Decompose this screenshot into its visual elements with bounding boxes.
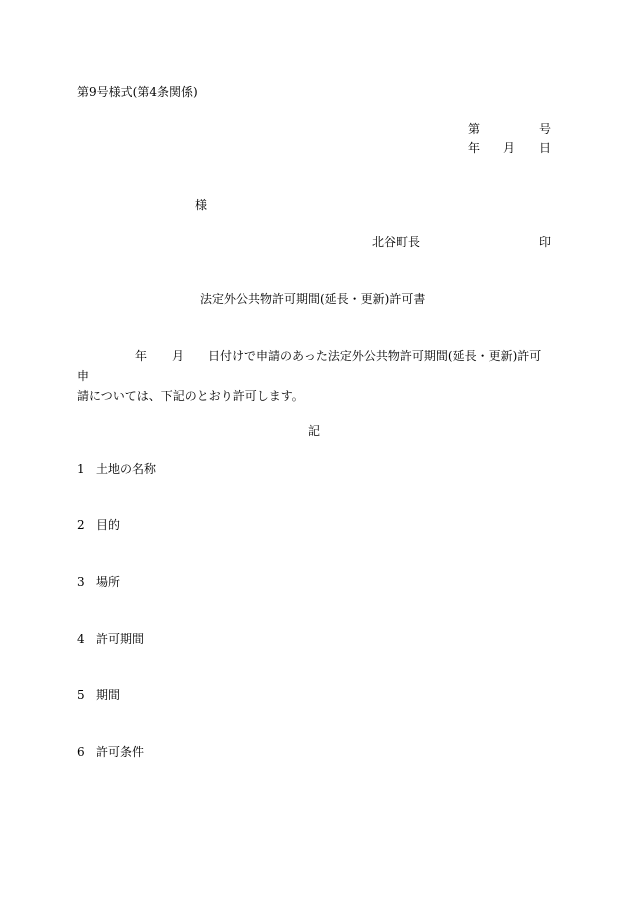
item-label: 許可条件 xyxy=(96,745,145,759)
seal-mark: 印 xyxy=(539,235,552,249)
issuer-title: 北谷町長 xyxy=(372,235,421,249)
item-number: 6 xyxy=(77,745,85,759)
body-paragraph xyxy=(77,346,551,406)
date-day: 日 xyxy=(539,141,552,155)
item-number: 3 xyxy=(77,575,85,589)
item-label: 期間 xyxy=(96,688,121,702)
body-year: 年 xyxy=(135,349,148,363)
doc-number-prefix: 第 xyxy=(468,122,481,136)
body-line-2: 請については、下記のとおり許可します。 xyxy=(77,389,304,403)
item-number: 2 xyxy=(77,518,85,532)
date-year: 年 xyxy=(468,141,481,155)
item-number: 4 xyxy=(77,632,85,646)
list-item xyxy=(77,463,156,475)
doc-number-suffix: 号 xyxy=(539,122,552,136)
item-label: 目的 xyxy=(96,518,121,532)
item-label: 土地の名称 xyxy=(96,462,157,476)
body-line-1 xyxy=(77,346,551,386)
list-item xyxy=(77,689,120,701)
ki-heading: 記 xyxy=(308,424,321,438)
item-number: 5 xyxy=(77,688,85,702)
list-item xyxy=(77,746,144,758)
item-number: 1 xyxy=(77,462,85,476)
body-month: 月 xyxy=(172,349,185,363)
list-item xyxy=(77,519,120,531)
list-item xyxy=(77,576,120,588)
item-label: 許可期間 xyxy=(96,632,145,646)
date-month: 月 xyxy=(503,141,516,155)
form-label: 第9号様式(第4条関係) xyxy=(77,85,198,99)
item-label: 場所 xyxy=(96,575,121,589)
document-title: 法定外公共物許可期間(延長・更新)許可書 xyxy=(200,292,426,306)
list-item xyxy=(77,633,144,645)
addressee-suffix: 様 xyxy=(195,198,208,212)
body-line-1-text: 日付けで申請のあった法定外公共物許可期間(延長・更新)許可申 xyxy=(77,349,542,383)
